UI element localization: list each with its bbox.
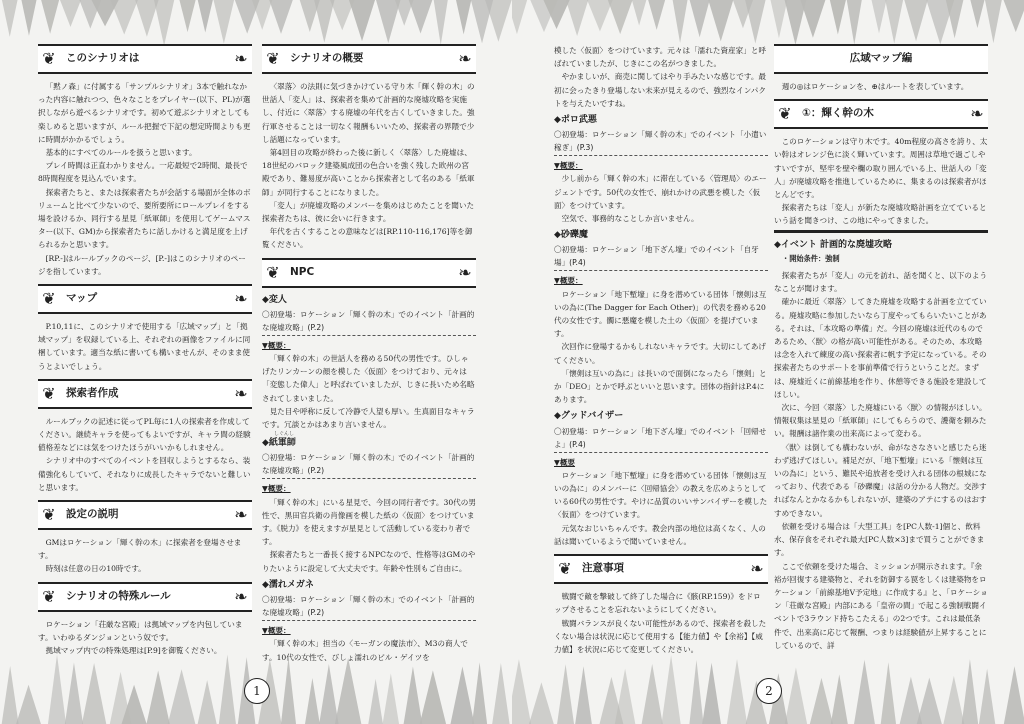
ornament-left-icon: ❦ xyxy=(42,289,56,309)
paragraph: 戦闘バランスが良くない可能性があるので、探索者を殺したくない場合は状況に応じて使用する【能力値】や【余裕】【威力値】を状況に応じて変更してください。 xyxy=(554,618,767,654)
paragraph: やかましいが、商売に関してはやり手みたいな感じです。最初に会ったきり登場しない未来が見えるので、強烈なインパクトを与えたいですね。 xyxy=(554,72,767,108)
tree-shape xyxy=(41,0,59,34)
ornament-right-icon: ❧ xyxy=(750,559,764,579)
tree-shape xyxy=(800,0,825,38)
npc-appearance: 〇初登場：ロケーション「地下ざん壕」でのイベント「自牙場」(P.4) xyxy=(554,243,768,271)
paragraph: ここで依頼を受けた場合、ミッションが開示されます。『余裕が回復する建築物と、それを防御する罠をしくは建築物をロケーション「前線基地V予定地」に作成する』と、「ロケーション「荘厳な宮殿」内部にある「皇帝の間」で起こる強制戦闘イベントで3ラウンド持ちこたえる」の2つです。これは最低条件で、出来高に応じて報酬、つまりは経験値が上昇することにしているので、詳 xyxy=(774,561,988,650)
paragraph: プレイ時間は正直わかりません。一応最短で2時間、最長で8時間程度を見込んでいます。 xyxy=(38,161,248,184)
ornament-right-icon: ❧ xyxy=(234,383,248,403)
tree-shape xyxy=(179,0,195,32)
npc-name: ◆変人 xyxy=(262,294,287,305)
paragraph: 時刻は任意の日の10時です。 xyxy=(45,564,146,574)
heading-text: 探索者作成 xyxy=(66,386,119,399)
tree-shape xyxy=(60,0,81,27)
ornament-left-icon: ❦ xyxy=(42,505,56,525)
tree-shape xyxy=(2,666,19,724)
npc-name: ◆ポロ武悪 xyxy=(554,115,597,126)
paragraph: 空気で、事務的なことしか言いません。 xyxy=(561,214,699,224)
npc-summary-label: ▼概要： xyxy=(262,626,291,636)
paragraph: 〈獣〉は倒しても構わないが、命がなさなさいと感じたら迷わず逃げてほしい。補足だが、「地下塹壕」にいる「懐剣は互いの為に」という、難民や追放者を受け入れる団体の根城になっており、代表である「砂礫魔」は話の分かる人物だ。交渉すればなんとかなるかもしれないが、建築のアテにするのはおすすめできない。 xyxy=(774,442,987,518)
tree-shape xyxy=(702,663,721,724)
section-heading-character-creation xyxy=(38,379,252,409)
paragraph: 依頼を受ける場合は「大型工具」を[PC人数-1]個と、飲料水、保存食をそれぞれ最大[PC人数×3]まで買うことができます。 xyxy=(774,521,985,558)
tree-shape xyxy=(319,664,338,724)
tree-shape xyxy=(512,659,531,724)
tree-shape xyxy=(376,0,400,43)
tree-shape xyxy=(252,0,272,30)
page-right xyxy=(512,0,1024,724)
tree-shape xyxy=(198,0,213,33)
section-heading-location xyxy=(774,99,988,129)
tree-shape xyxy=(830,0,846,34)
ornament-right-icon: ❧ xyxy=(234,505,248,525)
heading-text: NPC xyxy=(290,265,315,278)
paragraph: 拠域マップ内での特殊処理は[P.9]を御覧ください。 xyxy=(45,646,222,656)
tree-shape xyxy=(575,666,592,724)
npc-summary-label: ▼概要 xyxy=(554,457,576,467)
paragraph: 「輝く幹の木」の世話人を務める50代の男性です。ひしゃげたリンカーンの顔を模した〈仮面〉をつけており、元々は「変態した偉人」と呼ばれていましたが、じきに長いため名略されてしまいました。 xyxy=(262,354,475,403)
tree-shape xyxy=(673,0,688,43)
heading-text: 広域マップ編 xyxy=(849,52,913,64)
tree-shape xyxy=(529,682,554,724)
tree-shape xyxy=(810,678,833,724)
tree-shape xyxy=(854,660,875,724)
event-condition: ・開始条件：強制 xyxy=(782,253,840,263)
tree-shape xyxy=(349,0,375,41)
npc-name: ◆紙軍師 xyxy=(262,438,296,449)
tree-shape xyxy=(962,659,978,724)
paragraph: P.10,11に、このシナリオで使用する「広域マップ」と「拠域マップ」を収録している上、それぞれの画像をファイルに同梱しています。適当な紙に書いても構いませんが、そのまま使うとよいでしょう。 xyxy=(38,322,251,371)
heading-text: 設定の説明 xyxy=(66,508,119,521)
heading-text: マップ xyxy=(66,292,98,305)
tree-shape xyxy=(566,0,588,36)
page-number: 2 xyxy=(756,678,782,704)
section-heading-wide-map xyxy=(774,44,988,74)
npc-name: ◆濡れメガネ xyxy=(262,579,314,590)
npc-appearance: 〇初登場：ロケーション「輝く幹の木」でのイベント「計画的な廃墟攻略」(P.2) xyxy=(262,451,476,479)
paragraph: シナリオ中のすべてのイベントを回収しようとするなら、装備強化もしていて、それなりに成長したキャラでないと難しいと思います。 xyxy=(38,456,251,492)
tree-shape xyxy=(608,0,633,34)
tree-shape xyxy=(404,667,423,724)
ornament-left-icon: ❦ xyxy=(778,104,792,124)
tree-shape xyxy=(21,0,36,36)
tree-shape xyxy=(632,0,646,25)
paragraph: ルールブックの記述に従ってPL毎に1人の探索者を作成してください。継続キャラを使ってもよいですが、キャラ間の経験値格差などには気をつけたほうがいいかもしれません。 xyxy=(38,416,251,453)
tree-shape xyxy=(642,664,663,724)
right-column-1 xyxy=(554,44,768,656)
tree-shape xyxy=(1004,666,1024,724)
ornament-right-icon: ❧ xyxy=(234,49,248,68)
paragraph: 戦闘で敵を撃破して終了した場合に《骸(RP.159)》をドロップさせることを忘れないようにしてください。 xyxy=(554,592,761,615)
tree-shape xyxy=(335,658,361,724)
paragraph: 次回作に登場するかもしれないキャラです。大切にしてあげてください。 xyxy=(554,342,767,365)
ornament-left-icon: ❦ xyxy=(42,586,56,606)
paragraph: 年代を古くすることの意味などは[RP.110-116,176]等を御覧ください。 xyxy=(262,227,473,250)
tree-shape xyxy=(557,664,574,724)
paragraph: 少し前から「輝く幹の木」に滞在している〈管理局〉のエージェントです。50代の女性で、崩れかけの武悪を模した〈仮面〉をつけています。 xyxy=(554,174,767,210)
ornament-right-icon: ❧ xyxy=(458,262,472,282)
left-column-1 xyxy=(38,44,252,657)
tree-shape xyxy=(881,662,896,724)
tree-shape xyxy=(872,0,887,33)
tree-shape xyxy=(82,663,106,724)
tree-shape xyxy=(492,663,509,724)
heading-text: 注意事項 xyxy=(582,562,624,575)
tree-shape xyxy=(708,0,733,41)
paragraph: 元気なおじいちゃんです。教会内部の地位は高くなく、人の話は聞いているようで聞いていません。 xyxy=(554,523,766,546)
paragraph: 「懐剣は互いの為に」は長いので面倒になったら「懐剣」とか「DEO」とかで呼ぶといいと思います。団体の指針はP.4にあります。 xyxy=(554,368,767,405)
forest-border-top xyxy=(512,0,1024,46)
paragraph: 「黙ノ森」に付属する「サンプルシナリオ」3本で触れなかった内容に触れつつ、色々なことをプレイヤー(以下、PL)が選択しながら遊べるシナリオです。初めて遊ぶシナリオとしても楽しめると思いますが、ルール把握で下記の想定時間よりも更に時間がかかるでしょう。 xyxy=(38,82,251,144)
tree-shape xyxy=(281,657,296,724)
page-number: 1 xyxy=(244,678,270,704)
tree-shape xyxy=(904,0,927,41)
divider xyxy=(774,230,988,233)
npc-summary-label: ▼概要： xyxy=(554,161,583,171)
tree-shape xyxy=(512,0,527,34)
npc-name: ◆砂礫魔 xyxy=(554,230,588,241)
npc-summary-label: ▼概要： xyxy=(262,484,291,494)
tree-shape xyxy=(785,668,807,724)
tree-shape xyxy=(450,666,474,724)
paragraph: 見た目や呼称に反して冷静で人望も厚い。生真面目なキャラです。冗談とかはあまり言いません。 xyxy=(262,406,475,430)
tree-shape xyxy=(16,685,41,724)
tree-shape xyxy=(65,662,83,724)
tree-shape xyxy=(434,0,448,45)
paragraph: 第4回目の攻略が終わった後に新しく〈翠落〉した廃墟は、18世紀のバロック建築風成団の色合いを強く残した欧州の宮殿であり、難易度が高いことから探索者として名のある「紙軍師」が同行することになりました。 xyxy=(262,148,475,197)
tree-shape xyxy=(154,0,174,46)
paragraph: 模した〈仮面〉をつけています。元々は「濡れた資産家」と呼ばれていましたが、じきにこの名がつきました。 xyxy=(554,46,767,69)
tree-shape xyxy=(420,670,446,724)
paragraph: 週の◎はロケーションを、⊕はルートを表しています。 xyxy=(781,82,969,91)
tree-shape xyxy=(168,669,196,724)
npc-name: ◆グッドバイザー xyxy=(554,411,624,422)
npc-appearance: 〇初登場：ロケーション「輝く幹の木」でのイベント「小遣い稼ぎ」(P.3) xyxy=(554,128,768,156)
paragraph: GMはロケーション「輝く幹の木」に探索者を登場させます。 xyxy=(38,538,242,561)
paragraph: 探索者たちと、または探索者たちが会話する場面が全体のボリュームと比べて少ないので、要所要所にロールプレイをする場を設けるか、同行する星見「紙軍師」を使用してゲームマスター(以下、GM)から探索者たちに話しかけると満足度を上げられるかと思います。 xyxy=(38,187,251,250)
tree-shape xyxy=(485,0,512,42)
paragraph: 探索者たちと一番長く接するNPCなので、性格等はGMのやりたいように設定して大丈夫です。年齢や性別もご自由に。 xyxy=(262,550,476,573)
section-heading-scenario xyxy=(38,44,252,74)
tree-shape xyxy=(219,655,236,724)
tree-shape xyxy=(111,0,138,34)
tree-shape xyxy=(368,679,383,724)
tree-shape xyxy=(198,680,217,724)
tree-shape xyxy=(314,0,334,43)
heading-text: このシナリオは xyxy=(66,52,140,64)
tree-shape xyxy=(979,669,995,724)
tree-shape xyxy=(771,0,788,38)
ornament-left-icon: ❦ xyxy=(266,49,280,68)
section-heading-special-rules xyxy=(38,582,252,612)
tree-shape xyxy=(690,0,710,37)
npc-summary-label: ▼概要： xyxy=(554,276,583,286)
ornament-right-icon: ❧ xyxy=(234,586,248,606)
npc-name-ruby: しぐんし xyxy=(274,431,295,438)
tree-shape xyxy=(917,678,942,724)
tree-shape xyxy=(269,0,293,34)
paragraph: 確かに最近〈翠落〉してきた廃墟を攻略する計画を立てている。廃墟攻略に参加したいなら丁度やってもらいたいことがある。それは、「本攻略の準備」だ。今回の廃墟は近代のものであるため、〈獣〉の格が高い可能性がある。そのため、本攻略は念を入れて練度の高い探索者に帆す予定になっている。その探索者たちのサポートを事前準備で行うということだ。まずは、廃墟近くに前線基地を作り、休憩等できる施設を建設してほしい。 xyxy=(774,297,987,399)
paragraph: 探索者たちが「変人」の元を訪れ、話を聞くと、以下のようなことが聞けます。 xyxy=(774,271,988,294)
paragraph: 探索者たちは「変人」が新たな廃墟攻略計画を立てているという話を聞きつけ、この地にやってきました。 xyxy=(774,203,987,226)
ornament-left-icon: ❦ xyxy=(42,49,56,68)
heading-text: シナリオの概要 xyxy=(290,52,364,64)
tree-shape xyxy=(305,678,320,724)
paragraph: ロケーション「地下塹壕」に身を潜めている団体「懐剣は互いの為に」のメンバーに〈回帰協会〉の教えを広めようとしている60代の男性です。やけに品質のいいサンバイザーを模した〈仮面〉をつけています。 xyxy=(554,470,768,520)
paragraph: [RP.-]はルールブックのページ、[P.-]はこのシナリオのページを指しています。 xyxy=(38,253,246,276)
tree-shape xyxy=(456,0,471,34)
tree-shape xyxy=(745,0,765,44)
ornament-right-icon: ❧ xyxy=(234,289,248,309)
tree-shape xyxy=(409,0,433,33)
paragraph: このロケーションは守り木です。40m程度の高さを誇り、太い幹はオレンジ色に淡く輝いています。周囲は草地で過ごしやすいですが、堅牢を壁や欄の取り囲んでいる上、世話人の「変人」が廃墟攻略を推進しているために、集まるのは探索者がほとんどです。 xyxy=(774,137,988,200)
paragraph: 「変人」が廃墟攻略のメンバーを集めはじめたことを聞いた探索者たちは、彼に会いに行きます。 xyxy=(262,200,475,224)
tree-shape xyxy=(48,655,66,724)
tree-shape xyxy=(587,0,613,31)
tree-shape xyxy=(135,0,158,37)
ornament-left-icon: ❦ xyxy=(42,383,56,403)
tree-shape xyxy=(472,662,487,724)
npc-appearance: 〇初登場：ロケーション「輝く幹の木」でのイベント「計画的な廃墟攻略」(P.2) xyxy=(262,308,476,336)
tree-shape xyxy=(847,0,862,45)
tree-shape xyxy=(943,676,964,724)
section-heading-overview xyxy=(262,44,476,74)
section-heading-map xyxy=(38,284,252,314)
ornament-left-icon: ❦ xyxy=(266,262,280,282)
heading-text: シナリオの特殊ルール xyxy=(66,589,171,602)
right-column-2 xyxy=(774,44,988,652)
npc-appearance: 〇初登場：ロケーション「地下ざん壕」でのイベント「回帰せよ」(P.4) xyxy=(554,425,768,453)
tree-shape xyxy=(1004,0,1024,32)
paragraph: 次に、今回〈翠落〉した廃墟にいる〈獣〉の情報がほしい。情報収集は星見の「紙軍師」にしてもらうので、護衛を頼みたい。報酬は諸作業の出来高によって変わる。 xyxy=(774,403,987,439)
tree-shape xyxy=(689,660,703,724)
forest-border-top xyxy=(0,0,512,46)
paragraph: ロケーション「地下塹壕」に身を潜めている団体「懐剣は互いの為に(The Dagger for Each Other)」の代表を務める20代の女性です。髑に悪魔を模した土の〈仮面〉を提げています。 xyxy=(554,289,767,339)
tree-shape xyxy=(383,673,399,724)
tree-shape xyxy=(885,0,903,44)
tree-shape xyxy=(946,0,964,38)
paragraph: ロケーション「荘厳な宮殿」は拠域マップを内包しています。いわゆるダンジョンという奴です。 xyxy=(38,619,243,642)
tree-shape xyxy=(146,670,169,724)
npc-summary-label: ▼概要： xyxy=(262,340,291,350)
tree-shape xyxy=(2,0,18,37)
ornament-right-icon: ❧ xyxy=(458,49,472,68)
ornament-left-icon: ❦ xyxy=(558,559,572,579)
npc-appearance: 〇初登場：ロケーション「輝く幹の木」でのイベント「計画的な廃墟攻略」(P.2) xyxy=(262,593,476,621)
paragraph: 〈翠落〉の法則に気づきかけている守り木「輝く幹の木」の世話人「変人」は、探索者を集めて計画的な廃墟攻略を実施し、付近に〈翠落〉する廃墟の年代を古くしていきました。強行軍させることは一切なく報酬もいいため、探索者の界隈で少し話題になっています。 xyxy=(262,82,475,144)
left-column-2 xyxy=(262,44,476,664)
section-heading-setting xyxy=(38,500,252,530)
tree-shape xyxy=(985,0,1002,43)
section-heading-npc xyxy=(262,258,476,288)
tree-shape xyxy=(214,0,235,44)
paragraph: 「輝く幹の木」担当の〈モーガンの魔法市〉、M3の商人です。10代の女性で、びしょ濡れのビル・ゲイツを xyxy=(262,639,468,662)
tree-shape xyxy=(727,659,747,724)
tree-shape xyxy=(648,0,665,30)
paragraph: 「輝く幹の木」にいる星見で、今回の同行者です。30代の男性で、黒田官兵衛の肖像画を模した紙の〈仮面〉をつけています。《脱力》を使えますが星見として活動している変わり者です。 xyxy=(262,497,476,547)
tree-shape xyxy=(970,0,984,28)
ornament-right-icon: ❧ xyxy=(970,104,984,124)
paragraph: 基本的にすべてのルールを扱うと思います。 xyxy=(45,148,197,158)
event-title: ◆イベント 計画的な廃墟攻略 xyxy=(774,239,893,250)
tree-shape xyxy=(661,655,680,724)
heading-text: ①：輝く幹の木 xyxy=(802,107,874,120)
tree-shape xyxy=(831,674,848,724)
tree-shape xyxy=(615,669,635,724)
section-heading-notes xyxy=(554,554,768,584)
